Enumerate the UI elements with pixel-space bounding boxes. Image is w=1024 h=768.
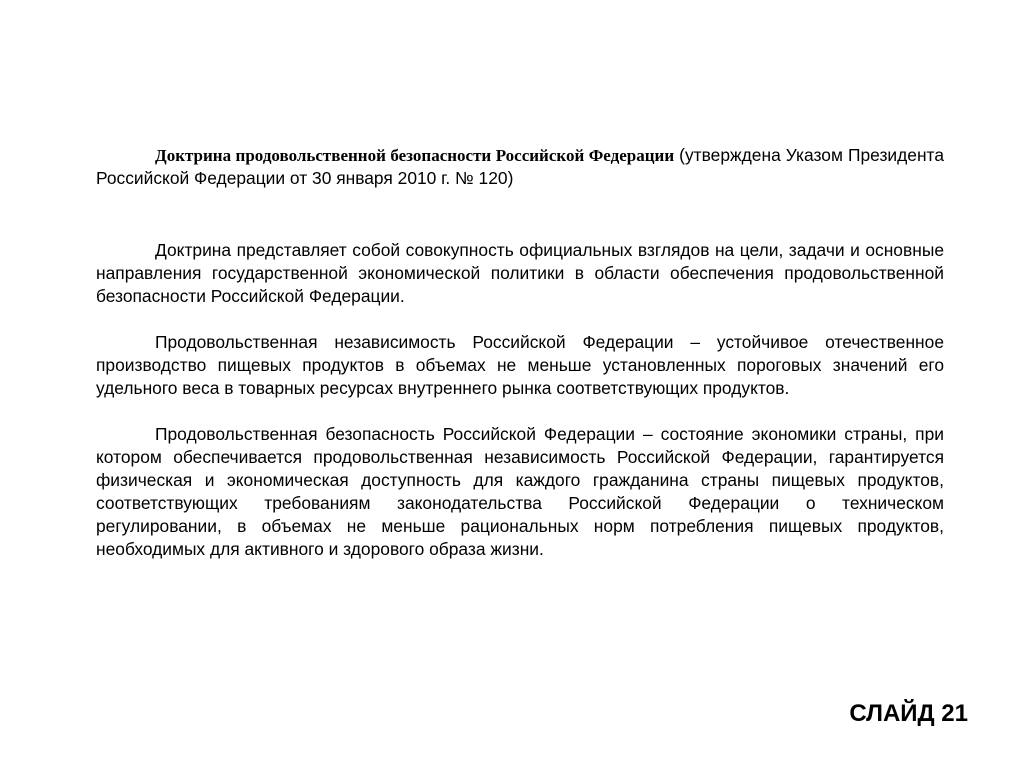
paragraph-food-independence: Продовольственная независимость Российской Федерации – устойчивое отечественное производство пищевых продуктов в объемах не меньше установленных пороговых значений его удельного веса в товарных ресурсах внутреннего рынка соответствующих продуктов. [96,332,944,398]
paragraph-definition: Доктрина представляет собой совокупность официальных взглядов на цели, задачи и основные направления государственной экономической политики в области обеспечения продовольственной безопасности Российской Федерации. [96,240,944,306]
document-body [96,144,944,561]
slide-number: СЛАЙД 21 [849,700,968,727]
spacer [96,190,944,239]
doctrine-subtitle: (утверждена Указом Президента Российской Федерации от 30 января 2010 г. № 120) [96,145,944,188]
doctrine-heading [96,144,944,190]
spacer [96,308,944,331]
spacer [96,400,944,423]
doctrine-title: Доктрина продовольственной безопасности Российской Федерации [155,146,675,165]
paragraph-food-security: Продовольственная безопасность Российской Федерации – состояние экономики страны, при котором обеспечивается продовольственная независимость Российской Федерации, гарантируется физическая и экономическая доступность для каждого гражданина страны пищевых продуктов, соответствующих требованиям законодательства Российской Федерации о техническом регулировании, в объемах не меньше рациональных норм потребления пищевых продуктов, необходимых для активного и здорового образа жизни. [96,424,944,559]
